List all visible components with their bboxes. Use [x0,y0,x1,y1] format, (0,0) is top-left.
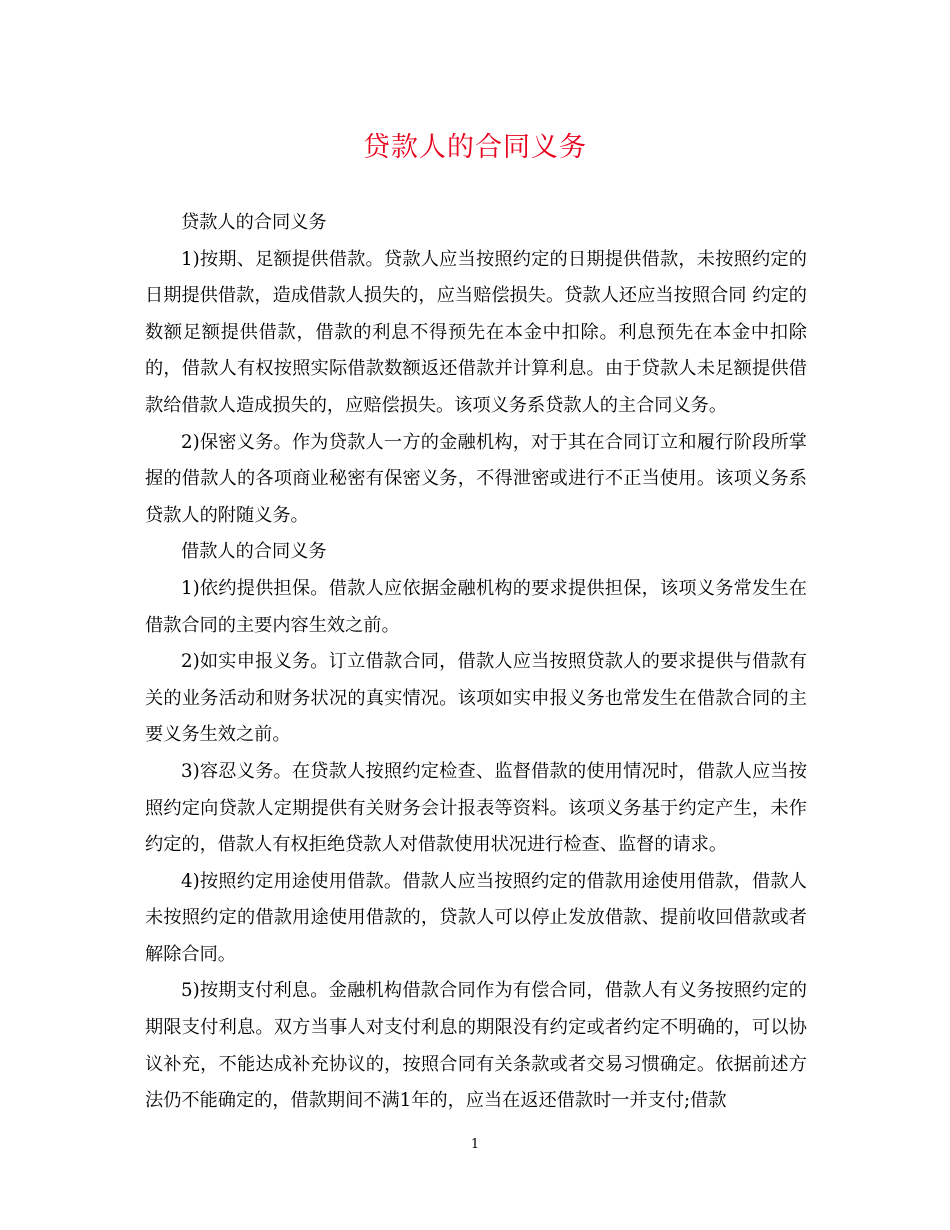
paragraph-borrower-duty-4: 4)按照约定用途使用借款。借款人应当按照约定的借款用途使用借款，借款人未按照约定的借款用途使用借款的，贷款人可以停止发放借款、提前收回借款或者解除合同。 [145,870,807,965]
document-title: 贷款人的合同义务 [363,132,587,163]
paragraph-lender-duty-2: 2)保密义务。作为贷款人一方的金融机构，对于其在合同订立和履行阶段所掌握的借款人的各项商业秘密有保密义务，不得泄密或进行不正当使用。该项义务系贷款人的附随义务。 [145,431,807,526]
paragraph-borrower-duty-2: 2)如实申报义务。订立借款合同，借款人应当按照贷款人的要求提供与借款有关的业务活动和财务状况的真实情况。该项如实申报义务也常发生在借款合同的主要义务生效之前。 [145,651,807,746]
paragraph-borrower-duty-3: 3)容忍义务。在贷款人按照约定检查、监督借款的使用情况时，借款人应当按照约定向贷款人定期提供有关财务会计报表等资料。该项义务基于约定产生，未作约定的，借款人有权拒绝贷款人对借款使用状况进行检查、监督的请求。 [145,760,807,856]
section-heading-lender: 贷款人的合同义务 [181,212,327,233]
paragraph-lender-duty-1: 1)按期、足额提供借款。贷款人应当按照约定的日期提供借款，未按照约定的日期提供借款，造成借款人损失的，应当赔偿损失。贷款人还应当按照合同 约定的数额足额提供借款，借款的利息不得预先在本金中扣除。利息预先在本金中扣除的，借款人有权按照实际借款数额返还借款并计算利息。由于贷款人未足额提供借款给借款人造成损失的，应赔偿损失。该项义务系贷款人的主合同义务。 [145,248,807,416]
section-heading-borrower: 借款人的合同义务 [181,541,327,563]
paragraph-borrower-duty-5: 5)按期支付利息。金融机构借款合同作为有偿合同，借款人有义务按照约定的期限支付利息。双方当事人对支付利息的期限没有约定或者约定不明确的，可以协议补充，不能达成补充协议的，按照合同有关条款或者交易习惯确定。依据前述方法仍不能确定的，借款期间不满1年的，应当在返还借款时一并支付;借款 [145,980,807,1112]
document-body [145,205,807,1120]
page-number: 1 [470,1137,480,1152]
paragraph-borrower-duty-1: 1)依约提供担保。借款人应依据金融机构的要求提供担保，该项义务常发生在借款合同的主要内容生效之前。 [145,577,807,636]
